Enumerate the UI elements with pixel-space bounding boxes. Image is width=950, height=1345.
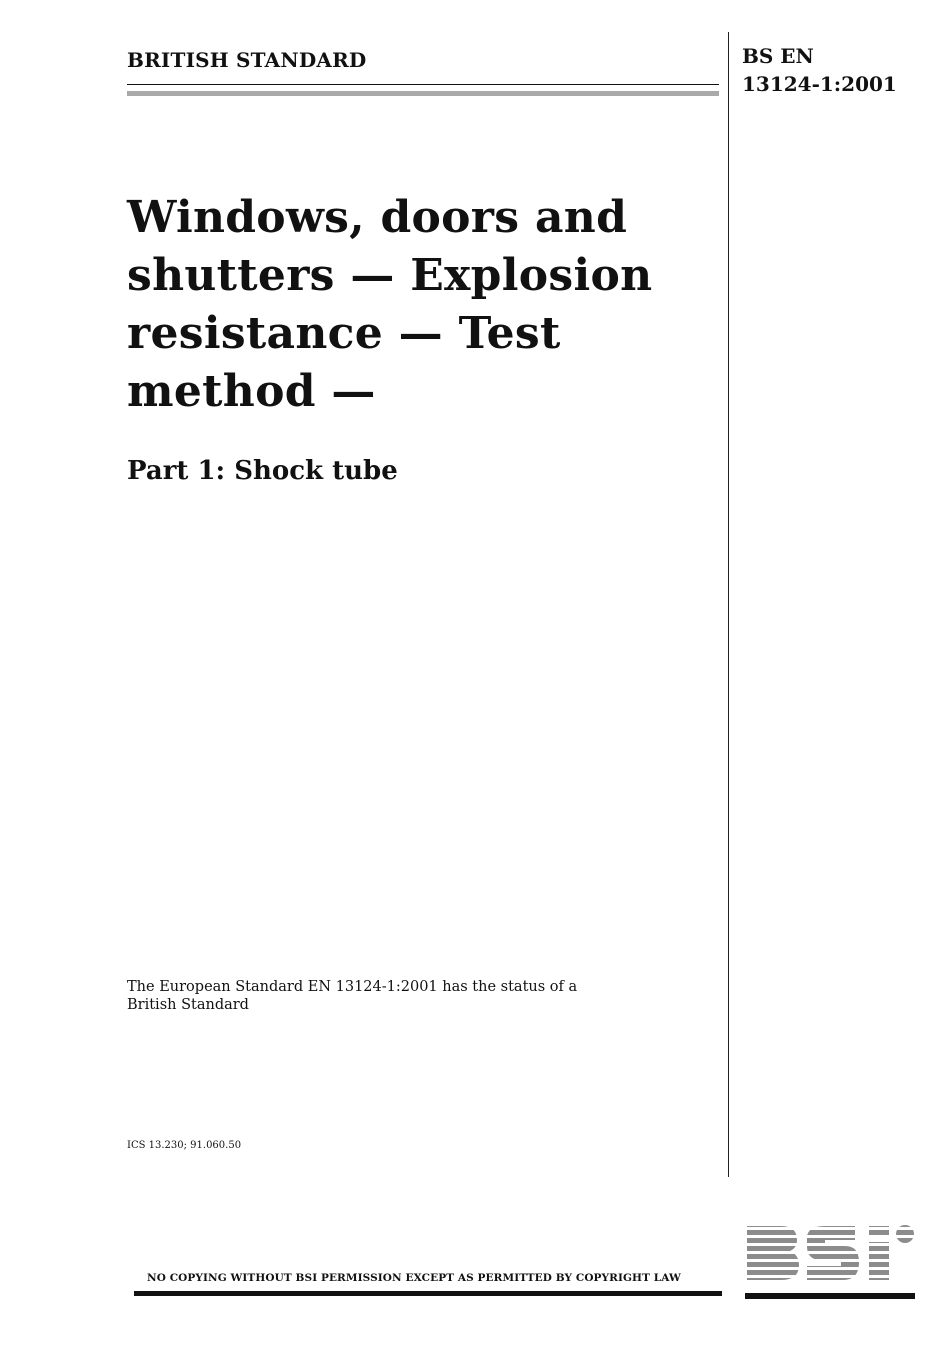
header-rule-thick (127, 91, 719, 96)
document-number-line2: 13124-1:2001 (742, 72, 897, 96)
title-line-2: shutters — Explosion (127, 250, 653, 301)
part-title: Part 1: Shock tube (127, 456, 398, 486)
footer-rule (134, 1291, 722, 1296)
title-line-3: resistance — Test (127, 308, 561, 359)
header-rule-thin (127, 84, 719, 85)
bsi-logo-underline (745, 1293, 915, 1299)
page-title (127, 189, 717, 421)
status-line-1: The European Standard EN 13124-1:2001 has the status of a (127, 979, 578, 995)
status-line-2: British Standard (127, 997, 249, 1013)
ics-code: ICS 13.230; 91.060.50 (127, 1140, 242, 1151)
status-statement (127, 978, 607, 1014)
title-line-4: method — (127, 366, 376, 417)
copyright-notice: NO COPYING WITHOUT BSI PERMISSION EXCEPT AS PERMITTED BY COPYRIGHT LAW (147, 1272, 681, 1284)
vertical-divider (728, 32, 729, 1177)
bsi-logo (745, 1222, 915, 1299)
document-number (742, 42, 932, 98)
document-number-line1: BS EN (742, 44, 814, 68)
header-label: BRITISH STANDARD (127, 48, 367, 72)
title-line-1: Windows, doors and (127, 192, 628, 243)
